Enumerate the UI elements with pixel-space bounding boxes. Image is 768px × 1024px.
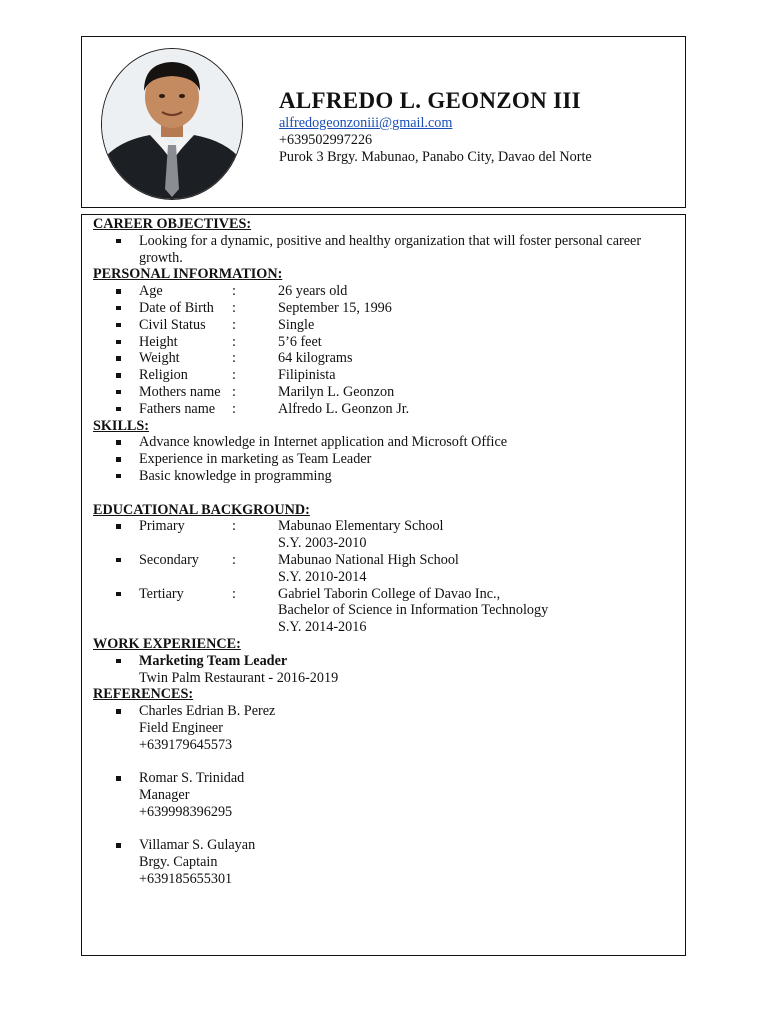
spacer <box>139 754 678 771</box>
education-list <box>93 518 678 636</box>
personal-value: September 15, 1996 <box>278 299 392 316</box>
colon: : <box>232 551 236 568</box>
colon: : <box>232 585 236 602</box>
personal-row <box>93 401 678 418</box>
colon: : <box>232 518 236 535</box>
personal-value: 5’6 feet <box>278 333 322 350</box>
reference-phone: +639185655301 <box>139 871 233 888</box>
personal-row <box>93 367 678 384</box>
reference-item <box>93 837 678 887</box>
address: Purok 3 Brgy. Mabunao, Panabo City, Davao del Norte <box>279 149 592 165</box>
reference-phone: +639179645573 <box>139 736 233 753</box>
personal-value: Filipinista <box>278 367 336 384</box>
reference-name: Villamar S. Gulayan <box>139 837 256 854</box>
resume-body <box>93 216 678 888</box>
personal-label: Weight <box>139 350 180 367</box>
reference-name: Charles Edrian B. Perez <box>139 703 276 720</box>
reference-role: Field Engineer <box>139 719 223 736</box>
educational-background-title: EDUCATIONAL BACKGROUND: <box>93 501 310 518</box>
education-row <box>93 586 678 636</box>
personal-row <box>93 283 678 300</box>
colon: : <box>232 350 236 367</box>
work-list <box>93 653 678 670</box>
personal-information-list <box>93 283 678 417</box>
personal-label: Religion <box>139 367 188 384</box>
personal-value: Marilyn L. Geonzon <box>278 383 395 400</box>
career-objectives-list <box>93 233 678 267</box>
references-list <box>93 703 678 888</box>
colon: : <box>232 367 236 384</box>
education-row <box>93 552 678 586</box>
personal-label: Civil Status <box>139 316 206 333</box>
profile-photo <box>101 48 243 200</box>
education-school: Mabunao National High School <box>278 551 459 568</box>
personal-row <box>93 300 678 317</box>
personal-label: Date of Birth <box>139 299 214 316</box>
reference-item <box>93 703 678 770</box>
references-title: REFERENCES: <box>93 686 194 703</box>
personal-value: 64 kilograms <box>278 350 353 367</box>
colon: : <box>232 283 236 300</box>
education-degree: Bachelor of Science in Information Technology <box>278 602 549 619</box>
education-level: Primary <box>139 518 185 535</box>
education-level: Tertiary <box>139 585 184 602</box>
resume-name: ALFREDO L. GEONZON III <box>279 88 581 113</box>
personal-row <box>93 350 678 367</box>
skill-item: Advance knowledge in Internet application and Microsoft Office <box>93 434 678 451</box>
work-position: Marketing Team Leader <box>93 653 678 670</box>
work-detail: Twin Palm Restaurant - 2016-2019 <box>139 669 339 686</box>
education-year: S.Y. 2014-2016 <box>278 619 367 636</box>
skill-item: Experience in marketing as Team Leader <box>93 451 678 468</box>
personal-row <box>93 384 678 401</box>
career-objective-item: Looking for a dynamic, positive and healthy organization that will foster personal career growth. <box>93 233 678 267</box>
personal-information-title: PERSONAL INFORMATION: <box>93 266 283 283</box>
colon: : <box>232 333 236 350</box>
personal-label: Height <box>139 333 178 350</box>
colon: : <box>232 316 236 333</box>
career-objectives-title: CAREER OBJECTIVES: <box>93 216 252 232</box>
spacer <box>139 821 678 838</box>
education-level: Secondary <box>139 551 199 568</box>
personal-label: Age <box>139 283 163 300</box>
personal-value: Single <box>278 316 315 333</box>
reference-phone: +639998396295 <box>139 803 233 820</box>
personal-row <box>93 334 678 351</box>
colon: : <box>232 400 236 417</box>
personal-label: Fathers name <box>139 400 216 417</box>
spacer <box>93 485 678 502</box>
reference-role: Brgy. Captain <box>139 854 218 871</box>
phone-number: +639502997226 <box>279 132 373 148</box>
skills-list <box>93 434 678 484</box>
education-year: S.Y. 2010-2014 <box>278 568 367 585</box>
reference-name: Romar S. Trinidad <box>139 770 245 787</box>
skill-item: Basic knowledge in programming <box>93 468 678 485</box>
education-year: S.Y. 2003-2010 <box>278 535 367 552</box>
profile-photo-illustration <box>102 49 242 199</box>
education-row <box>93 518 678 552</box>
reference-item <box>93 770 678 837</box>
personal-label: Mothers name <box>139 383 221 400</box>
work-experience-title: WORK EXPERIENCE: <box>93 635 241 652</box>
colon: : <box>232 299 236 316</box>
personal-value: 26 years old <box>278 283 348 300</box>
colon: : <box>232 383 236 400</box>
personal-row <box>93 317 678 334</box>
personal-value: Alfredo L. Geonzon Jr. <box>278 400 410 417</box>
email-link[interactable]: alfredogeonzoniii@gmail.com <box>279 115 453 131</box>
reference-role: Manager <box>139 787 190 804</box>
skills-title: SKILLS: <box>93 417 149 434</box>
education-school: Mabunao Elementary School <box>278 518 444 535</box>
education-school: Gabriel Taborin College of Davao Inc., <box>278 585 501 602</box>
contact-block <box>279 115 592 166</box>
